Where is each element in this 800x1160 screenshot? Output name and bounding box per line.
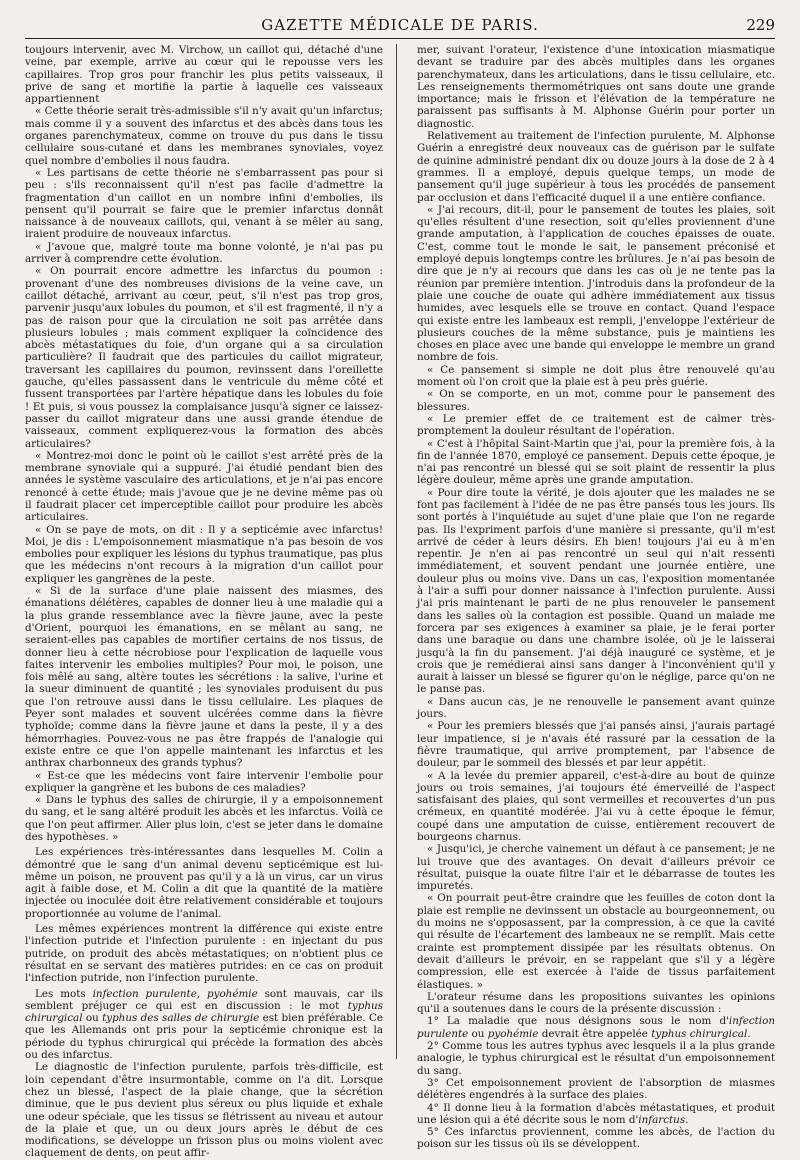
text-run: Les mots [35,987,93,1000]
paragraph: Les expériences très-intéressantes dans lesquelles M. Colin a démontré que le sang d'un animal devenu septicémique est lui-même un poison, ne prouvent pas qu'il y a là un virus, car un virus agit à faible dose, et M. Colin a dit que la quantité de la matière injectée ou inoculée doit être relativement considérable et toujours proportionnée au volume de l'animal. [25,846,383,920]
paragraph: Relativement au traitement de l'infection purulente, M. Alphonse Guérin a enregistré deux nouveaux cas de guérison par le sulfate de quinine administré pendant dix ou douze jours à la dose de 2 à 4 grammes. Il a employé, depuis quelque temps, un mode de pansement qu'il juge supérieur à tous les procédés de pansement par occlusion et dans l'efficacité duquel il a une entière confiance. [417,130,775,204]
paragraph: « Pour les premiers blessés que j'ai pansés ainsi, j'aurais partagé leur impatience, si je n'avais été rassuré par la cessation de la fièvre traumatique, qui arrive promptement, par l'absence de douleur, par le sommeil des blessés et par leur appétit. [417,720,775,770]
italic-term: infarctus. [638,1113,689,1126]
italic-term: infection purulente [417,1015,775,1040]
paragraph: « C'est à l'hôpital Saint-Martin que j'ai, pour la première fois, à la fin de l'année 1870, employé ce pansement. Depuis cette époque, je n'ai pas rencontré un blessé qui se soit plaint de ressentir la plus légère douleur, même après une grande amputation. [417,437,775,487]
paragraph: « On pourrait peut-être craindre que les feuilles de coton dont la plaie est remplie ne devinssent un obstacle au bourgeonnement, ou du moins ne s'opposassent, par la compression, à ce que la cavité qui résulte de l'écartement des lambeaux ne se remplît. Mais cette crainte est promptement dissipée par les résultats obtenus. On devait d'ailleurs le prévoir, en se rappelant que s'il y a légère compression, elle est exercée à l'aide de tissus parfaitement élastiques. » [417,892,775,991]
paragraph [417,1015,775,1040]
italic-term: typhus chirurgical [25,999,383,1025]
column-divider [396,44,397,1059]
running-header [25,14,775,39]
text-run: 1° La maladie que nous désignons sous le nom d' [427,1015,729,1028]
paragraph: Le diagnostic de l'infection purulente, parfois très-difficile, est loin cependant d'être insurmontable, comme on l'a dit. Lorsque chez un blessé, l'aspect de la plaie change, que la sécrétion diminue, que le pus devient plus séreux ou plus liquide et exhale une odeur spéciale, que les tissus se flétrissent au niveau et autour de la plaie et que, un ou deux jours après le début de ces modifications, se développe un frisson plus ou moins violent avec claquement de dents, on peut affir- [25,1061,383,1160]
paragraph: « J'avoue que, malgré toute ma bonne volonté, je n'ai pas pu arriver à comprendre cette évolution. [25,240,383,266]
paragraph: « Cette théorie serait très-admissible s'il n'y avait qu'un infarctus; mais comme il y a souvent des infarctus et des abcès dans tous les organes parenchymateux, comme on trouve du pus dans le tissu cellulaire sous-cutané et dans les membranes synoviales, voyez quel nombre d'embolies il nous faudra. [25,105,383,167]
page-number: 229 [746,16,775,34]
text-run: est bien préférable. Ce que les Allemands ont pris pour la septicémie chronique est la période du typhus chirurgical qui précède la formation des abcès ou des infarctus. [25,1012,384,1062]
text-run: sont mauvais, car ils semblent préjuger ce qui est en discussion : le mot [25,987,383,1012]
paragraph: « On pourrait encore admettre les infarctus du poumon : provenant d'une des nombreuses divisions de la veine cave, un caillot détaché, arrivant au cœur, peut, s'il n'est pas trop gros, parvenir jusqu'aux lobules du poumon, et s'il est fragmenté, il n'y a pas de raison pour que la circulation ne soit pas arrêtée dans plusieurs lobules ; mais comment expliquer la coïncidence des abcès métastatiques du foie, d'un organe qui a sa circulation particulière? Il faudrait que des particules du caillot migrateur, traversant les capillaires du poumon, revinssent dans l'oreillette gauche, qu'elles passassent dans le ventricule du même côté et fussent transportées par l'artère hépatique dans les lobules du foie ! Et puis, si vous poussez la complaisance jusqu'à signer ce laissez-passer du caillot migrateur dans une aussi grande étendue de vaisseaux, comment expliquerez-vous la formation des abcès articulaires? [25,265,383,450]
paragraph: « Pour dire toute la vérité, je dois ajouter que les malades ne se font pas facilement à l'idée de ne pas être pansés tous les jours. Ils sont portés à l'inquiétude au sujet d'une plaie que l'on ne regarde pas. Ils l'expriment parfois d'une manière si pressante, qu'il m'est arrivé de céder à leurs désirs. Eh bien! toujours j'ai eu à m'en repentir. Je n'en ai pas rencontré un seul qui n'ait ressenti immédiatement, et souvent pendant une journée entière, une douleur plus ou moins vive. Dans un cas, l'exposition momentanée à l'air a suffi pour donner naissance à l'infection purulente. Aussi j'ai pris maintenant le parti de ne plus renouveler le pansement dans les salles où la contagion est possible. Quand un malade me forcera par ses exigences à examiner sa plaie, je le ferai porter dans une baraque ou dans une chambre isolée, où je le laisserai jusqu'à la fin du pansement. J'ai déjà inauguré ce système, et je crois que je remédierai ainsi sans danger à l'inconvénient qu'il y aurait à laisser un blessé se figurer qu'on le néglige, parce qu'on ne le panse pas. [417,486,775,696]
paragraph: « Ce pansement si simple ne doit plus être renouvelé qu'au moment où l'on croit que la plaie est à peu près guérie. [417,363,775,389]
paragraph: « Jusqu'ici, je cherche vainement un défaut à ce pansement; je ne lui trouve que des avantages. On devait d'ailleurs prévoir ce résultat, puisque la ouate filtre l'air et le débarrasse de toutes les impuretés. [417,843,775,893]
paragraph: toujours intervenir, avec M. Virchow, un caillot qui, détaché d'une veine, par exemple, arrive au cœur qui le repousse vers les capillaires. Trop gros pour franchir les plus petits vaisseaux, il prive de sang et mortifie la partie à laquelle ces vaisseaux appartiennent [25,44,383,106]
paragraph: « Montrez-moi donc le point où le caillot s'est arrêté près de la membrane synoviale qui a suppuré. J'ai étudié pendant bien des années le système vasculaire des articulations, et je n'ai pas encore renoncé à cette étude; mais j'avoue que je ne devine même pas où il faudrait placer cet imperceptible caillot pour produire les abcès articulaires. [25,449,383,524]
italic-term: infection purulente, pyohémie [92,987,258,1000]
paragraph: « Dans aucun cas, je ne renouvelle le pansement avant quinze jours. [417,695,775,721]
paragraph: « J'ai recours, dit-il, pour le pansement de toutes les plaies, soit qu'elles résultent d'une resection, soit qu'elles proviennent d'une grande amputation, à l'application de couches épaisses de ouate. C'est, comme tout le monde le sait, le pansement préconisé et employé depuis longtemps contre les brûlures. Je n'ai pas besoin de dire que je n'y ai recours que dans les cas où je ne tente pas la réunion par première intention. J'introduis dans la profondeur de la plaie une couche de ouate qui adhère immédiatement aux tissus humides, avec lesquels elle se trouve en contact. Quand l'espace qui existe entre les lambeaux est rempli, j'enveloppe l'extérieur de plusieurs couches de la même substance, puis je maintiens les choses en place avec une bande qui enveloppe le membre un grand nombre de fois. [417,203,775,364]
right-column [417,44,775,1151]
paragraph: « Dans le typhus des salles de chirurgie, il y a empoisonnement du sang, et le sang altéré produit les abcès et les infarctus. Voilà ce que l'on peut affirmer. Aller plus loin, c'est se jeter dans le domaine des hypothèses. » [25,794,383,843]
text-run: ou [468,1027,488,1040]
paragraph [25,988,383,1062]
paragraph: « Les partisans de cette théorie ne s'embarrassent pas pour si peu : s'ils reconnaissent qu'il n'est pas facile d'admettre la fragmentation d'un caillot en un nombre infini d'embolies, ils pensent qu'il pourrait se faire que le premier infarctus donnât naissance à de nouveaux caillots, qui, venant à se mêler au sang, iraient produire de nouveaux infarctus. [25,166,383,241]
paragraph: « Le premier effet de ce traitement est de calmer très-promptement la douleur résultant de l'opération. [417,412,775,438]
paragraph: « A la levée du premier appareil, c'est-à-dire au bout de quinze jours ou trois semaines, j'ai toujours été émerveillé de l'aspect satisfaisant des plaies, qui sont vermeilles et recouvertes d'un pus crémeux, en quantité modérée. J'ai vu à cette époque le fémur, coupé dans une amputation de cuisse, entièrement recouvert de bourgeons charnus. [417,769,775,843]
paragraph [417,1102,775,1127]
paragraph: 5° Ces infarctus proviennent, comme les abcès, de l'action du poison sur les tissus où ils se développent. [417,1126,775,1151]
journal-title: GAZETTE MÉDICALE DE PARIS. [261,16,539,34]
left-column [25,44,384,1160]
paragraph: « Si de la surface d'une plaie naissent des miasmes, des émanations délétères, capables de donner lieu à une maladie qui a la plus grande ressemblance avec la fièvre jaune, avec la peste d'Orient, pourquoi les émanations, en se mêlant au sang, ne seraient-elles pas capables de mortifier certains de nos tissus, de donner lieu à cette nécrobiose pour l'explication de laquelle vous faites intervenir les embolies multiples? Pour moi, le poison, une fois mêlé au sang, altère toutes les sécrétions : la salive, l'urine et la sueur diminuent de quantité ; les synoviales produisent du pus que l'on retrouve aussi dans le tissu cellulaire. Les plaques de Peyer sont malades et souvent ulcérées comme dans la fièvre typhoïde; comme dans la fièvre jaune et dans la peste, il y a des hémorrhagies. Pouvez-vous ne pas être frappés de l'analogie qui existe entre ce que l'on appelle maintenant les infarctus et les anthrax charbonneux des grands typhus? [25,585,383,770]
italic-term: pyohémie [487,1027,539,1040]
paragraph: L'orateur résume dans les propositions suivantes les opinions qu'il a soutenues dans le cours de la présente discussion : [417,990,775,1016]
paragraph: « Est-ce que les médecins vont faire intervenir l'embolie pour expliquer la gangrène et les bubons de ces maladies? [25,769,383,794]
paragraph: Les mêmes expériences montrent la différence qui existe entre l'infection putride et l'infection purulente : en injectant du pus putride, on produit des abcès métastatiques; on n'obtient plus ce résultat en se servant des matières putrides: en ce cas on produit l'infection putride, non l'infection purulente. [25,923,383,985]
italic-term: typhus des salles de chirurgie [102,1012,260,1025]
paragraph: « On se comporte, en un mot, comme pour le pansement des blessures. [417,388,775,413]
paragraph: mer, suivant l'orateur, l'existence d'une intoxication miasmatique devant se traduire par des abcès multiples dans les organes parenchymateux, dans les articulations, dans le tissu cellulaire, etc. Les renseignements thermométriques ont sans doute une grande importance; mais le frisson et l'élévation de la température ne paraissent pas suffisants à M. Alphonse Guérin pour porter un diagnostic. [417,44,775,130]
paragraph: 3° Cet empoisonnement provient de l'absorption de miasmes délétères engendrés à la surface des plaies. [417,1076,775,1102]
text-run: 4° Il donne lieu à la formation d'abcès métastatiques, et produit une lésion qui a été décrite sous le nom d' [417,1101,775,1126]
text-run: ou [82,1012,103,1025]
italic-term: typhus chirurgical. [651,1027,751,1040]
paragraph: « On se paye de mots, on dit : Il y a septicémie avec infarctus! Moi, je dis : L'empoisonnement miasmatique n'a pas besoin de vos embolies pour expliquer les lésions du typhus traumatique, pas plus que les médecins n'ont recours à la migration d'un caillot pour expliquer les gangrènes de la peste. [25,523,383,585]
paragraph: 2° Comme tous les autres typhus avec lesquels il a la plus grande analogie, le typhus chirurgical est le résultat d'un empoisonnement du sang. [417,1040,775,1077]
text-run: devrait être appelée [538,1027,652,1040]
